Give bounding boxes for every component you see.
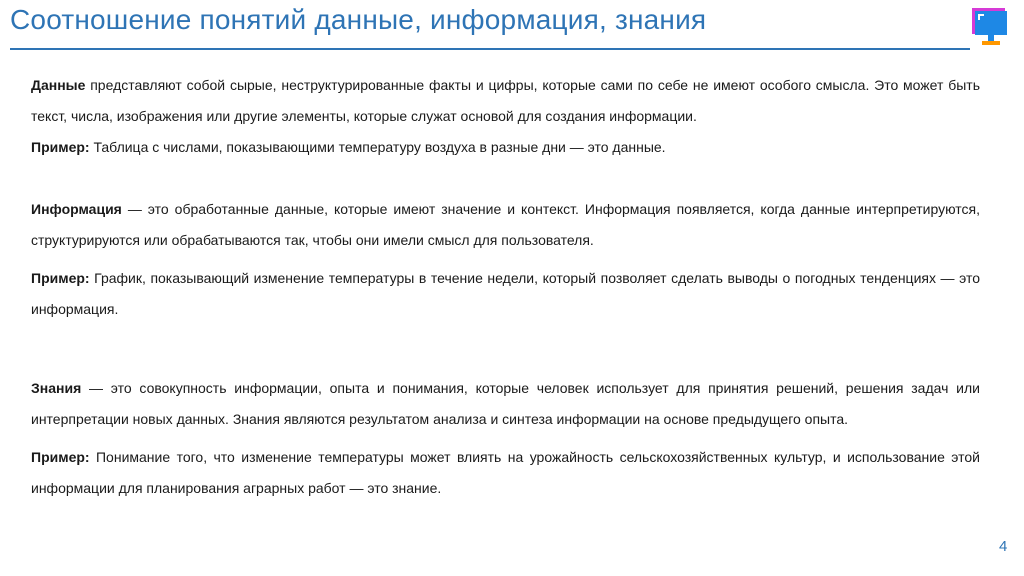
knowledge-definition <box>31 373 980 435</box>
knowledge-definition-text: — это совокупность информации, опыта и понимания, которые человек использует для принятия решений, решения задач или интерпретации новых данных. Знания являются результатом анализа и синтеза информации на основе предыдущего опыта. <box>31 380 980 427</box>
spacer <box>31 435 980 442</box>
title-underline <box>10 48 970 50</box>
spacer <box>31 325 980 373</box>
information-term: Информация <box>31 201 122 217</box>
data-example-label: Пример: <box>31 139 90 155</box>
data-definition-text: представляют собой сырые, неструктурированные факты и цифры, которые сами по себе не имеют особого смысла. Это может быть текст, числа, изображения или другие элементы, которые служат основой для создания информации. <box>31 77 980 124</box>
knowledge-example-text: Понимание того, что изменение температуры может влиять на урожайность сельскохозяйственных культур, и использование этой информации для планирования аграрных работ — это знание. <box>31 449 980 496</box>
knowledge-term: Знания <box>31 380 82 396</box>
spacer <box>31 256 980 263</box>
data-example-text: Таблица с числами, показывающими температуру воздуха в разные дни — это данные. <box>89 139 666 155</box>
information-definition <box>31 194 980 256</box>
spacer <box>31 163 980 194</box>
data-definition <box>31 70 980 132</box>
information-example-label: Пример: <box>31 270 90 286</box>
information-definition-text: — это обработанные данные, которые имеют значение и контекст. Информация появляется, когда данные интерпретируются, структурируются или обрабатываются так, чтобы они имели смысл для пользователя. <box>31 201 980 248</box>
slide-content <box>31 70 980 504</box>
page-number: 4 <box>999 538 1008 555</box>
knowledge-example <box>31 442 980 504</box>
data-example <box>31 132 980 163</box>
data-term: Данные <box>31 77 86 93</box>
knowledge-example-label: Пример: <box>31 449 90 465</box>
slide-title: Соотношение понятий данные, информация, знания <box>10 4 707 35</box>
information-example <box>31 263 980 325</box>
computer-monitor-icon <box>970 6 1010 46</box>
information-example-text: График, показывающий изменение температуры в течение недели, который позволяет сделать выводы о погодных тенденциях — это информация. <box>31 270 980 317</box>
